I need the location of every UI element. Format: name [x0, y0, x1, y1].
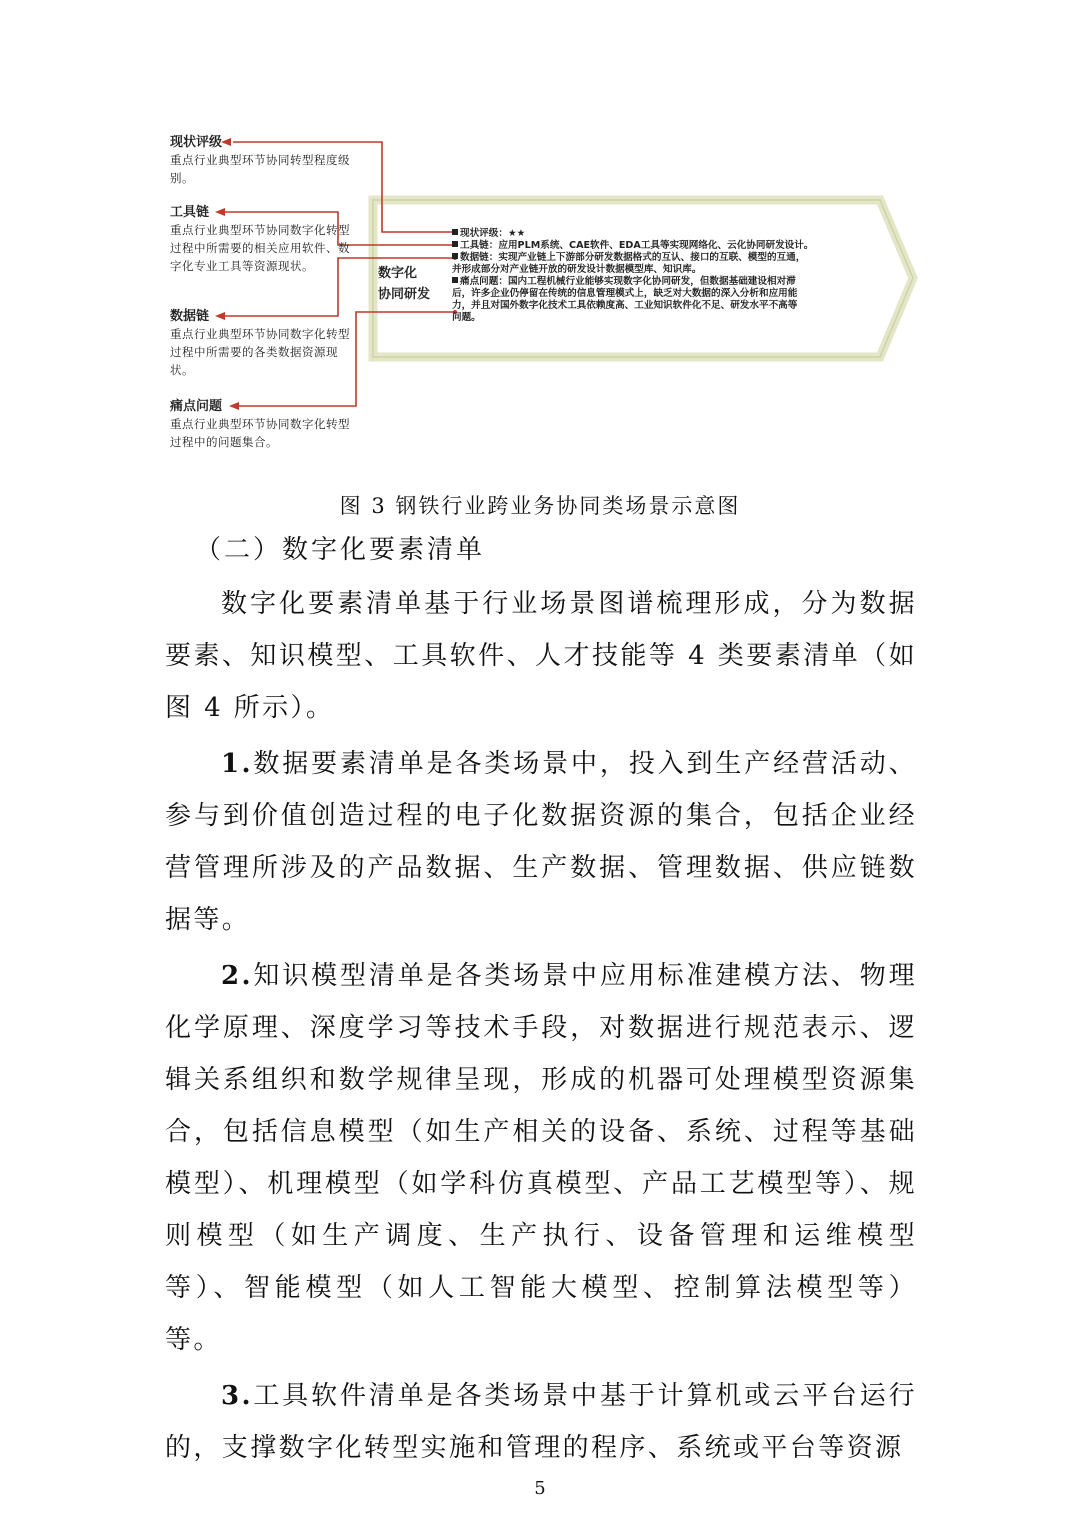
- center-label-line1: 数字化: [378, 266, 418, 281]
- box-line: 力，并且对国外数字化技术工具依赖度高、工业知识软件化不足、研发水平不高等: [452, 300, 798, 311]
- figure-label-toolchain: [170, 205, 355, 275]
- paragraph-data-elements: 1.数据要素清单是各类场景中，投入到生产经营活动、参与到价值创造过程的电子化数据资源的集合，包括企业经营管理所涉及的产品数据、生产数据、管理数据、供应链数据等。: [165, 749, 917, 935]
- figure-label-rating: [170, 135, 355, 187]
- label-title: 痛点问题: [170, 399, 223, 414]
- label-desc: 重点行业典型环节协同数字化转型过程中的问题集合。: [170, 417, 350, 449]
- paragraph-intro: 数字化要素清单基于行业场景图谱梳理形成，分为数据要素、知识模型、工具软件、人才技能等 4 类要素清单（如图 4 所示）。: [165, 589, 917, 723]
- scenario-figure: [0, 0, 1080, 480]
- box-line: 问题。: [452, 312, 481, 323]
- label-title: 现状评级: [170, 135, 223, 150]
- box-line: 数据链：实现产业链上下游部分研发数据格式的互认、接口的互联、模型的互通，: [452, 252, 877, 264]
- box-line: 并形成部分对产业链开放的研发设计数据模型库、知识库。: [452, 264, 702, 275]
- center-label: [378, 263, 448, 305]
- bullet-square-icon: [452, 241, 458, 247]
- label-desc: 重点行业典型环节协同数字化转型过程中所需要的相关应用软件、数字化专业工具等资源现状。: [170, 223, 350, 273]
- item-number: 2.: [221, 961, 253, 991]
- figure-label-painpoint: [170, 399, 355, 451]
- bullet-square-icon: [452, 229, 458, 235]
- body-content: [165, 530, 917, 1474]
- paragraph-knowledge-models: 2.知识模型清单是各类场景中应用标准建模方法、物理化学原理、深度学习等技术手段，对数据进行规范表示、逻辑关系组织和数学规律呈现，形成的机器可处理模型资源集合，包括信息模型（如生产相关的设备、系统、过程等基础模型）、机理模型（如学科仿真模型、产品工艺模型等）、规则模型（如生产调度、生产执行、设备管理和运维模型等）、智能模型（如人工智能大模型、控制算法模型等）等。: [165, 961, 917, 1355]
- section-heading: （二）数字化要素清单: [195, 535, 486, 565]
- page-number: 5: [534, 1478, 546, 1499]
- label-desc: 重点行业典型环节协同转型程度级别。: [170, 153, 350, 185]
- bullet-square-icon: [452, 253, 458, 259]
- box-line: 现状评级：★★: [452, 228, 877, 240]
- box-line: 痛点问题：国内工程机械行业能够实现数字化协同研发，但数据基础建设相对滞: [452, 276, 877, 288]
- label-title: 工具链: [170, 205, 210, 220]
- item-number: 1.: [221, 749, 253, 779]
- bullet-square-icon: [452, 277, 458, 283]
- item-number: 3.: [221, 1381, 253, 1411]
- label-desc: 重点行业典型环节协同数字化转型过程中所需要的各类数据资源现状。: [170, 327, 350, 377]
- paragraph-tool-software: 3.工具软件清单是各类场景中基于计算机或云平台运行的，支撑数字化转型实施和管理的程序、系统或平台等资源: [165, 1381, 917, 1463]
- center-label-line2: 协同研发: [378, 287, 431, 302]
- label-title: 数据链: [170, 309, 210, 324]
- box-line: 后，许多企业仍停留在传统的信息管理模式上，缺乏对大数据的深入分析和应用能: [452, 288, 798, 299]
- figure-caption: 图 3 钢铁行业跨业务协同类场景示意图: [339, 494, 741, 518]
- box-text: [452, 228, 877, 324]
- figure-label-datachain: [170, 309, 355, 379]
- box-line: 工具链：应用PLM系统、CAE软件、EDA工具等实现网络化、云化协同研发设计。: [452, 240, 877, 252]
